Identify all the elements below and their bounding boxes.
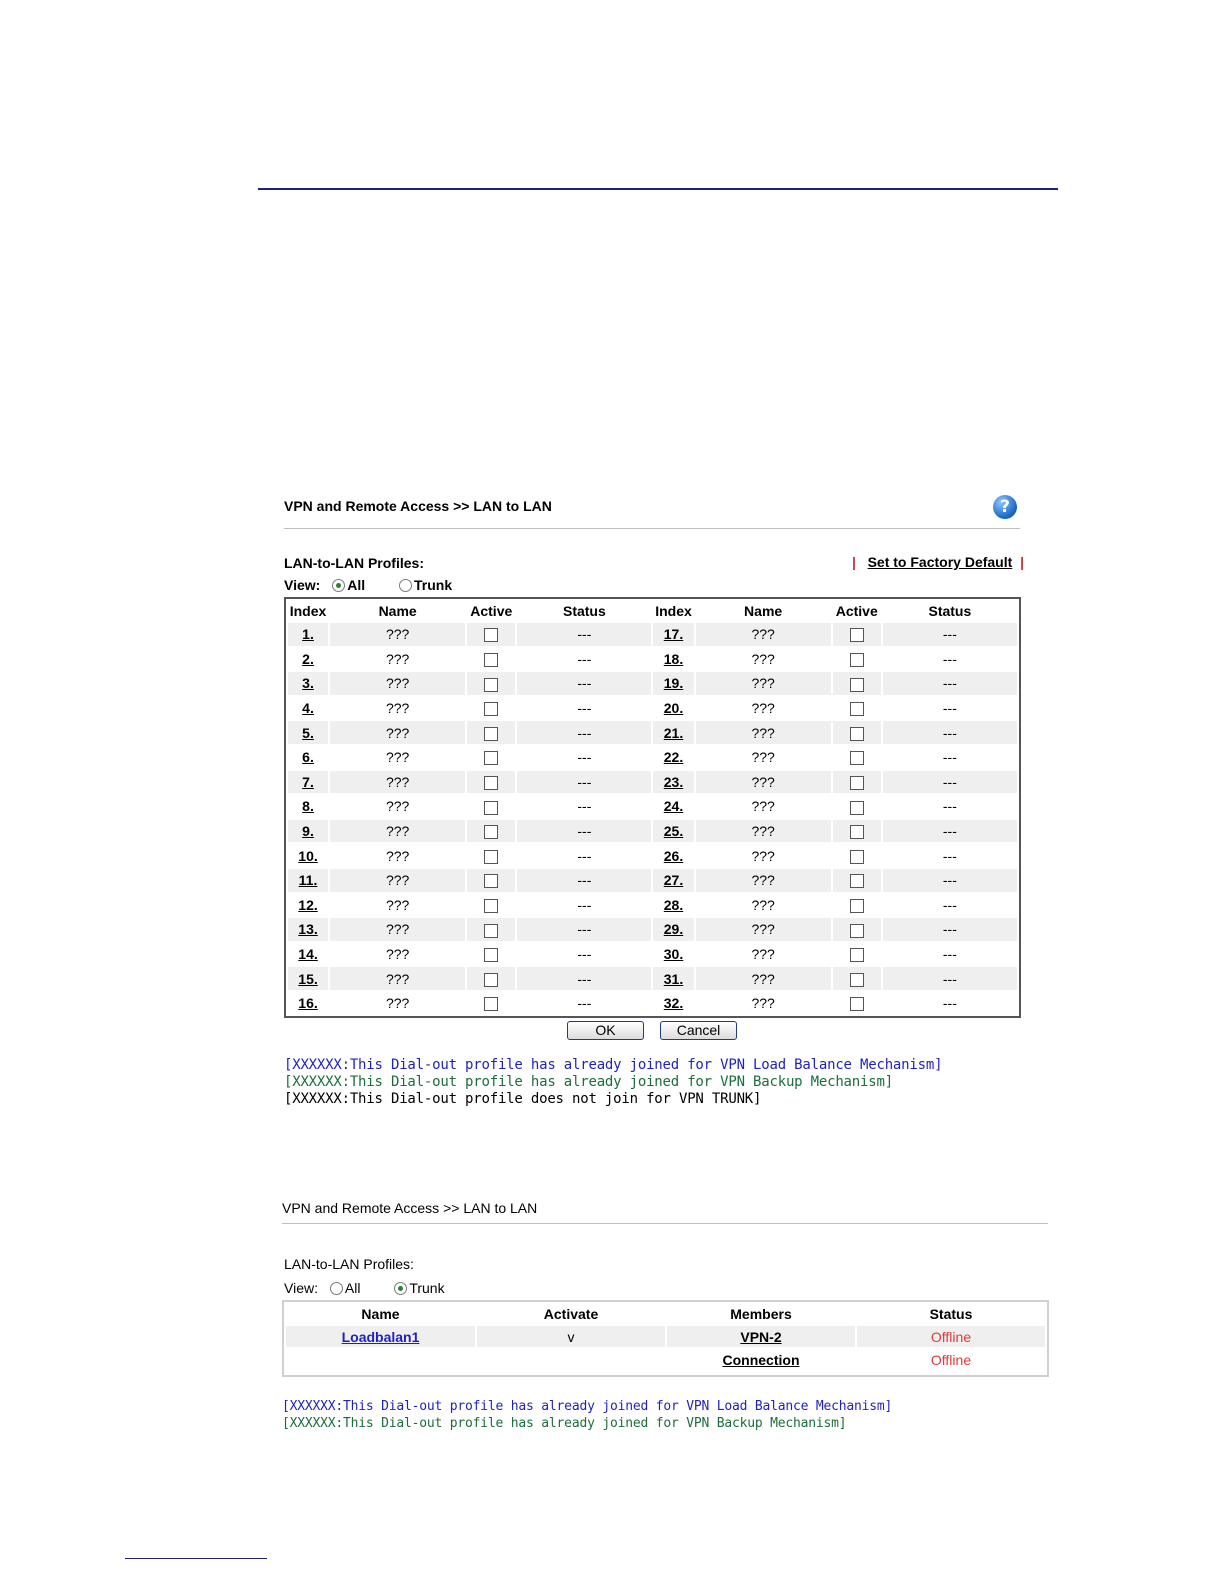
profile-index-link[interactable]: 18. <box>663 650 684 667</box>
profile-index-link[interactable]: 12. <box>298 896 318 913</box>
profile-index-link[interactable]: 23. <box>663 773 684 790</box>
status-cell: Offline <box>930 1351 972 1368</box>
active-checkbox[interactable] <box>850 751 864 765</box>
index-cell <box>288 967 328 990</box>
active-cell <box>467 697 515 720</box>
active-checkbox[interactable] <box>850 973 864 987</box>
active-cell <box>833 967 881 990</box>
active-cell <box>467 721 515 744</box>
radio-trunk-icon[interactable] <box>394 1282 407 1295</box>
active-cell <box>467 795 515 818</box>
status-cell: --- <box>942 650 957 667</box>
index-cell <box>653 648 693 671</box>
member-link[interactable]: VPN-2 <box>740 1328 782 1345</box>
table-row <box>288 672 1017 695</box>
active-checkbox[interactable] <box>484 653 498 667</box>
active-checkbox[interactable] <box>850 801 864 815</box>
name-cell: ??? <box>385 749 410 766</box>
active-checkbox[interactable] <box>850 628 864 642</box>
status-cell: --- <box>577 847 592 864</box>
profile-index-link[interactable]: 21. <box>663 724 684 741</box>
active-checkbox[interactable] <box>850 653 864 667</box>
active-cell <box>467 771 515 794</box>
index-cell <box>653 844 693 867</box>
active-checkbox[interactable] <box>850 850 864 864</box>
status-cell: --- <box>517 771 651 794</box>
view-option-trunk-selected[interactable] <box>394 1280 444 1296</box>
profile-index-link[interactable]: 29. <box>663 921 684 938</box>
active-checkbox[interactable] <box>484 628 498 642</box>
view-option-trunk[interactable] <box>399 577 452 593</box>
active-checkbox[interactable] <box>850 899 864 913</box>
col-header: Index <box>655 603 692 619</box>
legend-backup-trunk: [XXXXXX:This Dial-out profile has already joined for VPN Backup Mechanism] <box>282 1416 847 1431</box>
active-checkbox[interactable] <box>850 997 864 1011</box>
active-cell <box>833 894 881 917</box>
active-checkbox[interactable] <box>484 997 498 1011</box>
active-checkbox[interactable] <box>484 850 498 864</box>
active-checkbox[interactable] <box>484 678 498 692</box>
active-cell <box>467 746 515 769</box>
name-cell: ??? <box>330 771 465 794</box>
col-header: Name <box>744 603 783 619</box>
active-cell <box>833 648 881 671</box>
status-cell: --- <box>883 869 1017 892</box>
active-checkbox[interactable] <box>484 702 498 716</box>
index-cell <box>653 672 693 695</box>
active-cell <box>467 844 515 867</box>
profile-index-link[interactable]: 31. <box>663 970 684 987</box>
profile-index-link[interactable]: 9. <box>302 823 314 840</box>
profile-index-link[interactable]: 16. <box>298 995 318 1012</box>
active-cell <box>833 820 881 843</box>
index-cell <box>288 844 328 867</box>
status-cell: --- <box>883 623 1017 646</box>
view-option-trunk-label: Trunk <box>409 1280 445 1296</box>
active-checkbox[interactable] <box>484 801 498 815</box>
active-checkbox[interactable] <box>484 727 498 741</box>
active-checkbox[interactable] <box>850 776 864 790</box>
profile-index-link[interactable]: 25. <box>663 823 684 840</box>
index-cell <box>653 992 693 1015</box>
index-cell <box>653 721 693 744</box>
name-cell: ??? <box>385 847 410 864</box>
col-header: Members <box>730 1306 792 1322</box>
active-cell <box>833 697 881 720</box>
table-row <box>288 943 1017 966</box>
name-cell <box>286 1349 475 1370</box>
profile-index-link[interactable]: 11. <box>298 872 318 889</box>
index-cell <box>288 918 328 941</box>
profile-index-link[interactable]: 24. <box>663 798 684 815</box>
index-cell <box>653 746 693 769</box>
ok-button[interactable]: OK <box>567 1021 644 1040</box>
active-checkbox[interactable] <box>484 825 498 839</box>
status-cell: --- <box>517 967 651 990</box>
status-cell: --- <box>942 700 957 717</box>
index-cell <box>653 943 693 966</box>
active-cell <box>833 943 881 966</box>
active-cell <box>833 746 881 769</box>
table-row <box>288 967 1017 990</box>
col-header: Name <box>378 603 417 619</box>
name-cell: ??? <box>330 672 465 695</box>
status-cell: --- <box>577 650 592 667</box>
profile-index-link[interactable]: 17. <box>663 626 684 643</box>
index-cell <box>288 869 328 892</box>
active-cell <box>833 623 881 646</box>
name-cell: ??? <box>696 820 831 843</box>
name-cell: ??? <box>696 771 831 794</box>
index-cell <box>653 894 693 917</box>
separator-left: | <box>852 554 856 570</box>
active-checkbox[interactable] <box>850 948 864 962</box>
index-cell <box>288 672 328 695</box>
status-cell: --- <box>883 820 1017 843</box>
index-cell <box>288 820 328 843</box>
active-cell <box>467 918 515 941</box>
index-cell <box>288 648 328 671</box>
index-cell <box>653 967 693 990</box>
table-row <box>288 869 1017 892</box>
activate-cell <box>477 1349 665 1370</box>
status-cell: --- <box>883 721 1017 744</box>
profiles-table <box>286 599 1019 1017</box>
name-cell: ??? <box>696 967 831 990</box>
cancel-button[interactable]: Cancel <box>660 1021 737 1040</box>
table-row <box>288 795 1017 818</box>
separator-right: | <box>1020 554 1024 570</box>
name-cell: ??? <box>751 946 775 963</box>
radio-all-icon[interactable] <box>332 579 345 592</box>
status-cell: --- <box>942 946 957 963</box>
name-cell: ??? <box>330 918 465 941</box>
index-cell <box>653 795 693 818</box>
table-row <box>288 992 1017 1015</box>
status-cell: --- <box>517 918 651 941</box>
index-cell <box>653 771 693 794</box>
trunk-header-row <box>286 1304 1045 1324</box>
index-cell <box>653 820 693 843</box>
legend-backup: [XXXXXX:This Dial-out profile has already joined for VPN Backup Mechanism] <box>284 1074 893 1090</box>
profile-index-link[interactable]: 30. <box>663 946 684 963</box>
name-cell: ??? <box>696 721 831 744</box>
col-header: Name <box>361 1306 400 1322</box>
view-selector <box>284 577 452 593</box>
col-header: Status <box>929 1306 973 1322</box>
view-option-all-label: All <box>347 577 366 593</box>
profile-index-link[interactable]: 32. <box>663 995 684 1012</box>
view-selector-trunk <box>284 1280 445 1296</box>
page-title-trunk: VPN and Remote Access >> LAN to LAN <box>282 1200 538 1216</box>
status-cell: --- <box>517 672 651 695</box>
factory-default-group <box>852 554 1024 570</box>
profile-index-link[interactable]: 27. <box>663 872 684 889</box>
active-cell <box>467 672 515 695</box>
col-header: Status <box>562 603 606 619</box>
col-header: Active <box>835 603 878 619</box>
active-cell <box>467 894 515 917</box>
name-cell: ??? <box>751 749 775 766</box>
profile-index-link[interactable]: 28. <box>663 896 684 913</box>
active-cell <box>833 992 881 1015</box>
profiles-label-trunk: LAN-to-LAN Profiles: <box>284 1256 414 1272</box>
table-row <box>288 820 1017 843</box>
profile-index-link[interactable]: 6. <box>302 749 314 766</box>
trunk-table <box>284 1302 1047 1372</box>
footnote-rule <box>125 1558 267 1559</box>
status-cell: --- <box>577 749 592 766</box>
status-cell: --- <box>883 771 1017 794</box>
view-label-trunk: View: <box>284 1280 318 1296</box>
active-cell <box>467 992 515 1015</box>
table-row <box>286 1349 1045 1370</box>
name-cell: ??? <box>696 623 831 646</box>
profile-index-link[interactable]: 8. <box>302 798 314 815</box>
name-cell: ??? <box>385 798 410 815</box>
status-cell: --- <box>517 623 651 646</box>
status-cell: --- <box>517 721 651 744</box>
page-header-rule <box>258 188 1058 190</box>
active-checkbox[interactable] <box>484 924 498 938</box>
active-cell <box>467 943 515 966</box>
col-header: Activate <box>543 1306 599 1322</box>
profiles-table-frame <box>284 597 1021 1018</box>
active-cell <box>833 771 881 794</box>
active-checkbox[interactable] <box>484 973 498 987</box>
profile-index-link[interactable]: 22. <box>663 749 684 766</box>
table-row <box>288 918 1017 941</box>
radio-all-icon[interactable] <box>330 1282 343 1295</box>
table-row <box>288 894 1017 917</box>
member-link[interactable]: Connection <box>722 1351 800 1368</box>
active-checkbox[interactable] <box>484 899 498 913</box>
index-cell <box>653 869 693 892</box>
col-header: Status <box>928 603 972 619</box>
profile-index-link[interactable]: 15. <box>298 970 318 987</box>
index-cell <box>653 918 693 941</box>
index-cell <box>288 721 328 744</box>
name-cell: ??? <box>751 700 775 717</box>
name-cell: ??? <box>751 896 775 913</box>
status-cell: Offline <box>857 1326 1045 1347</box>
active-checkbox[interactable] <box>850 702 864 716</box>
active-cell <box>833 795 881 818</box>
active-checkbox[interactable] <box>850 825 864 839</box>
view-option-all-trunk[interactable] <box>330 1280 361 1296</box>
status-cell: --- <box>577 700 592 717</box>
table-row <box>288 721 1017 744</box>
index-cell <box>288 746 328 769</box>
status-cell: --- <box>883 918 1017 941</box>
status-cell: --- <box>577 798 592 815</box>
status-cell: --- <box>883 672 1017 695</box>
view-option-trunk-label: Trunk <box>413 577 453 593</box>
index-cell <box>288 894 328 917</box>
activate-cell: v <box>477 1326 665 1347</box>
help-icon[interactable]: ? <box>993 495 1017 519</box>
profile-index-link[interactable]: 4. <box>302 700 314 717</box>
name-cell: ??? <box>330 623 465 646</box>
profile-index-link[interactable]: 26. <box>663 847 684 864</box>
name-cell: ??? <box>385 995 410 1012</box>
active-cell <box>467 869 515 892</box>
table-row <box>288 771 1017 794</box>
active-cell <box>467 820 515 843</box>
active-cell <box>833 918 881 941</box>
col-header: Active <box>470 603 513 619</box>
index-cell <box>288 992 328 1015</box>
legend-load-balance-trunk: [XXXXXX:This Dial-out profile has already joined for VPN Load Balance Mechanism] <box>282 1399 893 1414</box>
radio-trunk-icon[interactable] <box>399 579 412 592</box>
profile-index-link[interactable]: 10. <box>298 847 318 864</box>
name-cell: ??? <box>330 820 465 843</box>
title-divider-trunk <box>282 1223 1048 1224</box>
active-cell <box>467 648 515 671</box>
name-cell: ??? <box>696 869 831 892</box>
status-cell: --- <box>517 820 651 843</box>
name-cell: ??? <box>385 700 410 717</box>
index-cell <box>288 623 328 646</box>
profile-index-link[interactable]: 2. <box>302 650 314 667</box>
status-cell: --- <box>942 995 957 1012</box>
profile-index-link[interactable]: 13. <box>298 921 318 938</box>
name-cell: ??? <box>696 918 831 941</box>
view-option-all[interactable] <box>332 577 365 593</box>
table-row <box>288 844 1017 867</box>
status-cell: --- <box>517 869 651 892</box>
page-title: VPN and Remote Access >> LAN to LAN <box>284 498 552 514</box>
name-cell: ??? <box>751 798 775 815</box>
title-divider <box>284 528 1020 529</box>
name-cell: ??? <box>385 946 410 963</box>
active-cell <box>467 623 515 646</box>
active-checkbox[interactable] <box>850 678 864 692</box>
table-row <box>288 746 1017 769</box>
profile-index-link[interactable]: 19. <box>663 675 684 692</box>
name-cell: ??? <box>330 721 465 744</box>
index-cell <box>288 943 328 966</box>
active-checkbox[interactable] <box>484 948 498 962</box>
name-cell: ??? <box>696 672 831 695</box>
profiles-label: LAN-to-LAN Profiles: <box>284 555 424 571</box>
status-cell: --- <box>942 798 957 815</box>
profile-index-link[interactable]: 7. <box>302 773 314 790</box>
status-cell: --- <box>577 896 592 913</box>
trunk-table-frame <box>282 1300 1049 1377</box>
view-label: View: <box>284 577 321 593</box>
profile-index-link[interactable]: 3. <box>302 675 314 692</box>
name-cell: ??? <box>330 869 465 892</box>
name-cell: ??? <box>330 967 465 990</box>
status-cell: --- <box>942 847 957 864</box>
active-checkbox[interactable] <box>484 874 498 888</box>
active-cell <box>833 844 881 867</box>
legend-no-trunk: [XXXXXX:This Dial-out profile does not join for VPN TRUNK] <box>284 1091 762 1107</box>
status-cell: --- <box>942 749 957 766</box>
col-header: Index <box>289 603 327 619</box>
profile-index-link[interactable]: 14. <box>298 946 318 963</box>
table-row <box>286 1326 1045 1347</box>
status-cell: --- <box>577 946 592 963</box>
index-cell <box>653 697 693 720</box>
name-cell: ??? <box>751 847 775 864</box>
table-row <box>288 648 1017 671</box>
active-checkbox[interactable] <box>484 776 498 790</box>
active-cell <box>467 967 515 990</box>
name-cell: ??? <box>751 995 775 1012</box>
profile-index-link[interactable]: 20. <box>663 700 684 717</box>
active-cell <box>833 721 881 744</box>
active-cell <box>833 672 881 695</box>
index-cell <box>288 697 328 720</box>
index-cell <box>288 795 328 818</box>
table-row <box>288 623 1017 646</box>
trunk-profile-link[interactable]: Loadbalan1 <box>341 1328 420 1345</box>
profile-index-link[interactable]: 1. <box>302 626 314 643</box>
index-cell <box>288 771 328 794</box>
active-checkbox[interactable] <box>850 727 864 741</box>
active-checkbox[interactable] <box>850 874 864 888</box>
index-cell <box>653 623 693 646</box>
table-header-row <box>288 601 1017 621</box>
active-checkbox[interactable] <box>850 924 864 938</box>
name-cell: ??? <box>751 650 775 667</box>
table-row <box>288 697 1017 720</box>
name-cell: ??? <box>385 650 410 667</box>
active-checkbox[interactable] <box>484 751 498 765</box>
active-cell <box>833 869 881 892</box>
status-cell: --- <box>883 967 1017 990</box>
status-cell: --- <box>577 995 592 1012</box>
profile-index-link[interactable]: 5. <box>302 724 314 741</box>
name-cell: ??? <box>385 896 410 913</box>
legend-load-balance: [XXXXXX:This Dial-out profile has already joined for VPN Load Balance Mechanism] <box>284 1057 943 1073</box>
status-cell: --- <box>942 896 957 913</box>
view-option-all-label: All <box>344 1280 361 1296</box>
factory-default-link[interactable]: Set to Factory Default <box>867 554 1013 570</box>
